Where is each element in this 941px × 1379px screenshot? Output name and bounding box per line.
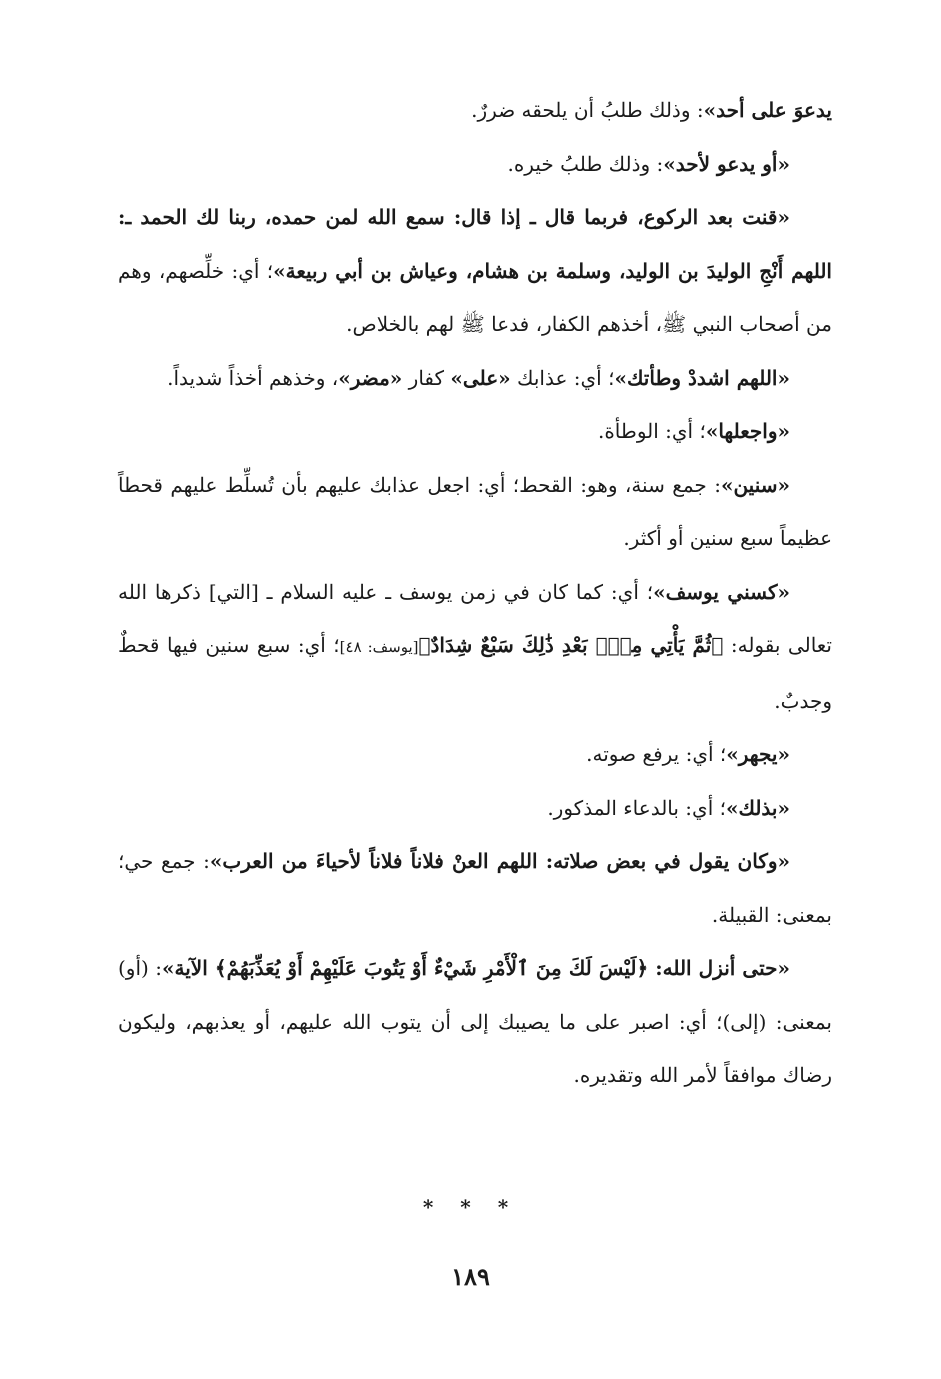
paragraph-p7 <box>118 566 832 729</box>
text-segment: «حتى أنزل الله: <box>648 956 790 980</box>
paragraph-p8 <box>118 728 832 782</box>
text-segment: الآية» <box>162 956 215 980</box>
text-segment: يدعوَ على أحد» <box>703 98 832 122</box>
verse-reference: [يوسف: ٤٨] <box>339 638 419 656</box>
page-number: ١٨٩ <box>451 1262 490 1291</box>
text-segment: «واجعلها» <box>705 419 790 443</box>
text-segment: «أو يدعو لأحد» <box>663 151 790 176</box>
text-segment: : (أو) بمعنى: (إلى)؛ أي: اصبر على ما يصيبك إلى أن يتوب الله عليهم، أو يعذبهم، وليكون رضاك موافقاً لأمر الله وتقديره. <box>118 956 832 1087</box>
paragraph-p2 <box>118 138 832 192</box>
paragraph-p5 <box>118 405 832 459</box>
text-segment: ؛ أي: سبع سنين فيها قحطٌ وجدبٌ. <box>118 633 832 713</box>
paragraph-p11 <box>118 942 832 1103</box>
text-segment: «سنين» <box>720 472 790 497</box>
paragraph-p10 <box>118 835 832 942</box>
paragraph-p1 <box>118 84 832 138</box>
text-segment: : وذلك طلبُ أن يلحقه ضررٌ. <box>471 98 704 122</box>
section-separator: * * * <box>422 1195 519 1219</box>
text-segment: ؛ أي: خلِّصهم، وهم من أصحاب النبي ﷺ، أخذهم الكفار، فدعا ﷺ لهم بالخلاص. <box>118 258 832 336</box>
quran-verse: ﴿لَيْسَ لَكَ مِنَ ٱلْأَمْرِ شَيْءٌ أَوْ يَتُوبَ عَلَيْهِمْ أَوْ يُعَذِّبَهُمْ﴾ <box>214 956 649 980</box>
text-segment: ؛ أي: الوطأة. <box>597 419 706 443</box>
text-segment: ؛ أي: بالدعاء المذكور. <box>547 795 726 820</box>
text-segment: «كسني يوسف» <box>653 579 790 604</box>
text-segment: «بذلك» <box>725 795 790 820</box>
text-segment: «اللهم اشددْ وطأتك» <box>614 365 790 390</box>
text-segment: : وذلك طلبُ خيره. <box>507 151 664 176</box>
paragraph-p3 <box>118 191 832 352</box>
quran-verse: ﴿ثُمَّ يَأْتِي مِنْۢ بَعْدِ ذَٰلِكَ سَبْعٌ شِدَادٌ﴾ <box>418 633 724 657</box>
text-segment: «قنت بعد الركوع، فربما قال ـ إذا قال: سمع الله لمن حمده، ربنا لك الحمد ـ: اللهم أَنْجِ الوليدَ بن الوليد، وسلمة بن هشام، وعياش بن أبي ربيعة» <box>118 205 832 283</box>
paragraph-p4 <box>118 352 832 406</box>
text-segment: كفار <box>402 365 451 390</box>
text-segment: «مضر» <box>338 365 403 390</box>
page-body <box>118 84 832 1103</box>
paragraph-p6 <box>118 459 832 566</box>
text-segment: : جمع حي؛ بمعنى: القبيلة. <box>118 849 832 927</box>
text-segment: : جمع سنة، وهو: القحط؛ أي: اجعل عذابك عليهم بأن تُسلِّط عليهم قحطاً عظيماً سبع سنين أو أكثر. <box>118 472 832 550</box>
text-segment: ؛ أي: يرفع صوته. <box>586 742 727 766</box>
text-segment: ؛ أي: كما كان في زمن يوسف ـ عليه السلام ـ [التي] ذكرها الله تعالى بقوله: <box>118 579 833 657</box>
text-segment: ؛ أي: عذابك <box>510 365 615 390</box>
text-segment: ، وخذهم أخذاً شديداً. <box>167 365 339 390</box>
paragraph-p9 <box>118 782 832 836</box>
text-segment: «على» <box>450 365 511 390</box>
text-segment: «يجهر» <box>726 742 790 766</box>
text-segment: «وكان يقول في بعض صلاته: اللهم العنْ فلاناً فلاناً لأحياءَ من العرب» <box>209 849 791 873</box>
